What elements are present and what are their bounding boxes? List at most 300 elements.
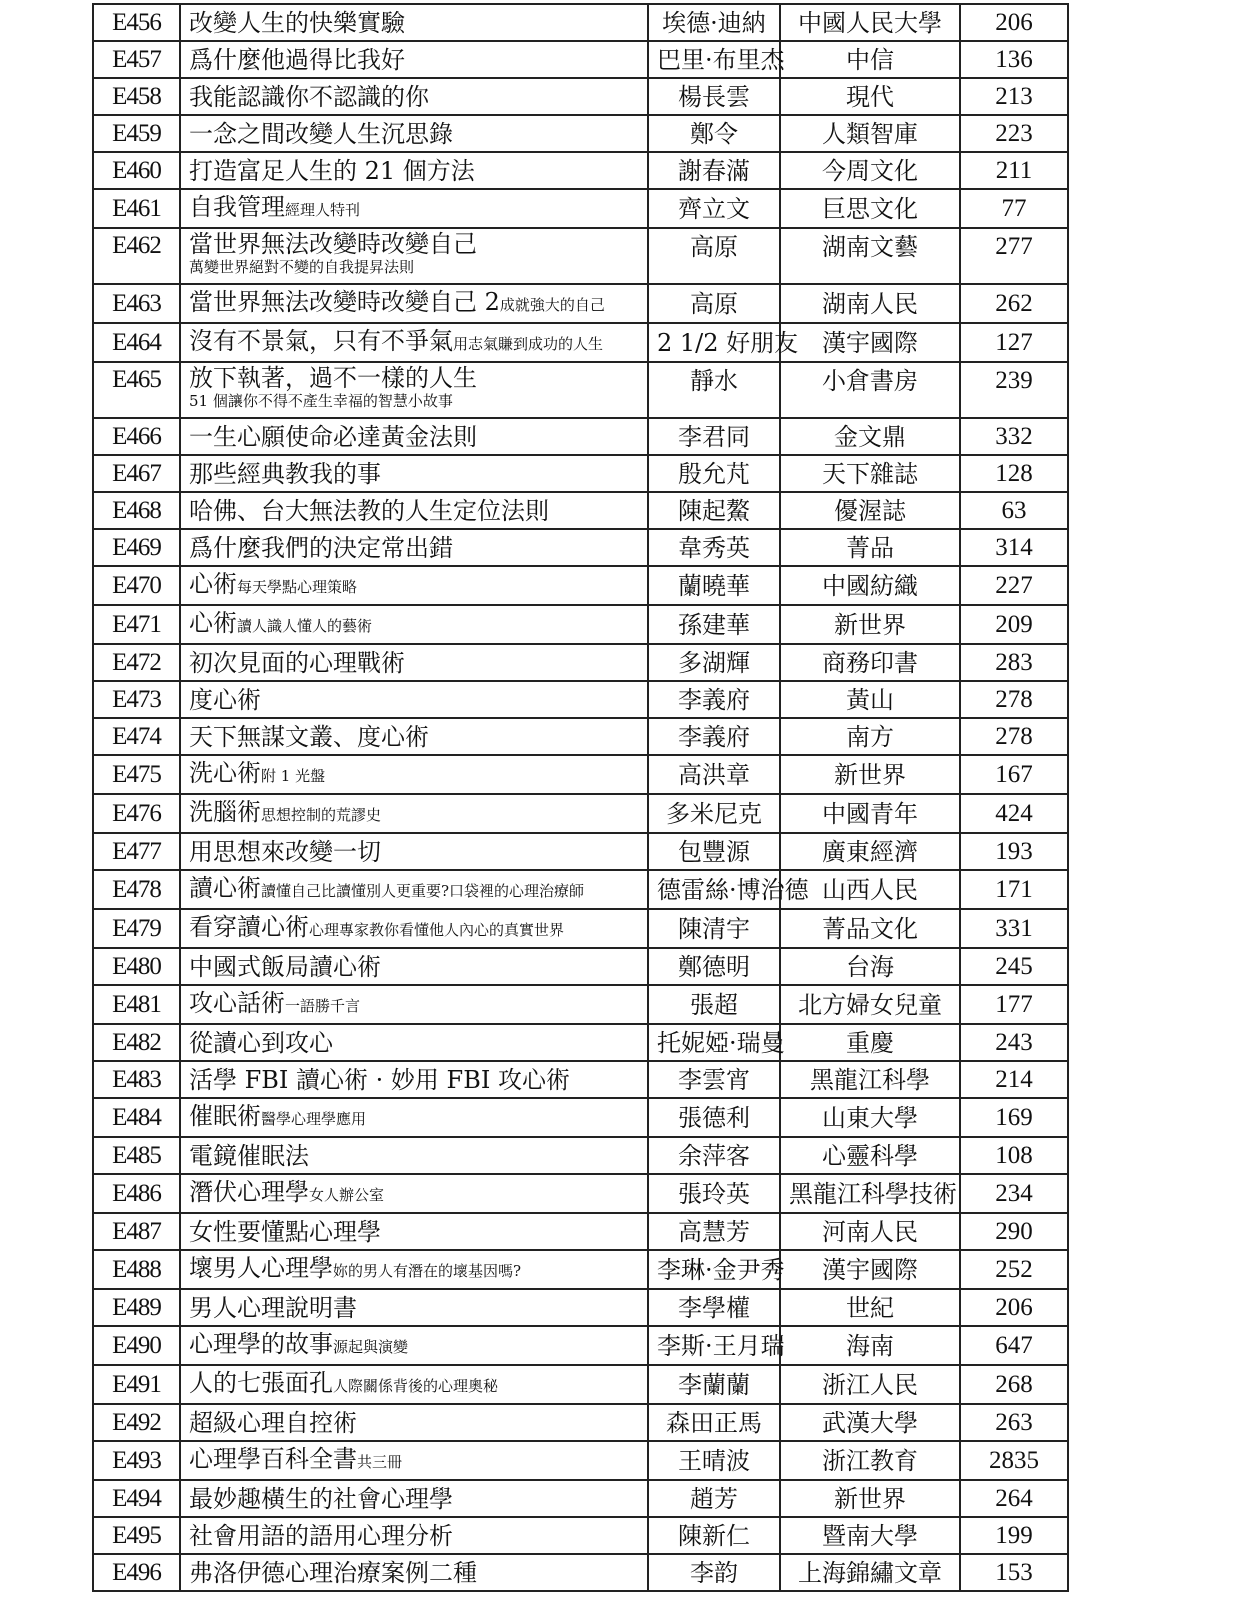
- book-title: 放下執著，過不一樣的人生: [189, 364, 477, 392]
- book-author-cell: 張德利: [648, 1098, 780, 1137]
- table-row: [93, 284, 1068, 323]
- book-author-cell: 李蘭蘭: [648, 1365, 780, 1404]
- book-title-cell: [180, 1404, 648, 1441]
- book-id-cell: E489: [93, 1289, 180, 1326]
- book-title: 那些經典教我的事: [189, 459, 381, 488]
- book-id-cell: E481: [93, 985, 180, 1024]
- book-pages-cell: 153: [960, 1554, 1068, 1591]
- book-title: 用思想來改變一切: [189, 837, 381, 866]
- book-author-cell: 靜水: [648, 362, 780, 418]
- book-title: 初次見面的心理戰術: [189, 648, 405, 677]
- book-subtitle: 51 個讓你不得不產生幸福的智慧小故事: [189, 392, 453, 410]
- book-id-cell: E484: [93, 1098, 180, 1137]
- book-publisher-cell: 菁品: [780, 529, 960, 566]
- book-publisher-cell: 世紀: [780, 1289, 960, 1326]
- book-pages-cell: 63: [960, 492, 1068, 529]
- book-title-cell: [180, 1480, 648, 1517]
- book-title-note: 共三冊: [357, 1453, 403, 1471]
- book-id-cell: E457: [93, 41, 180, 78]
- book-title: 壞男人心理學: [189, 1254, 333, 1282]
- book-publisher-cell: 新世界: [780, 1480, 960, 1517]
- book-publisher-cell: 黑龍江科學技術: [780, 1174, 960, 1213]
- book-author-cell: 高原: [648, 228, 780, 284]
- book-author-cell: 李義府: [648, 681, 780, 718]
- book-id-cell: E471: [93, 605, 180, 644]
- book-title-cell: [180, 1554, 648, 1591]
- book-title-cell: [180, 1098, 648, 1137]
- book-title-cell: [180, 455, 648, 492]
- book-publisher-cell: 金文鼎: [780, 418, 960, 455]
- book-pages-cell: 2835: [960, 1441, 1068, 1480]
- book-id-cell: E463: [93, 284, 180, 323]
- book-author-cell: 巴里·布里杰: [648, 41, 780, 78]
- book-pages-cell: 332: [960, 418, 1068, 455]
- book-pages-cell: 277: [960, 228, 1068, 284]
- book-publisher-cell: 暨南大學: [780, 1517, 960, 1554]
- book-id-cell: E491: [93, 1365, 180, 1404]
- book-publisher-cell: 上海錦繡文章: [780, 1554, 960, 1591]
- book-publisher-cell: 天下雜誌: [780, 455, 960, 492]
- book-pages-cell: 243: [960, 1024, 1068, 1061]
- book-title: 人的七張面孔: [189, 1369, 333, 1397]
- book-author-cell: 埃德·迪納: [648, 4, 780, 41]
- book-pages-cell: 647: [960, 1326, 1068, 1365]
- book-id-cell: E479: [93, 909, 180, 948]
- book-author-cell: 蘭曉華: [648, 566, 780, 605]
- book-title-cell: [180, 1137, 648, 1174]
- book-title-note: 心理專家教你看懂他人內心的真實世界: [309, 921, 565, 939]
- book-title-cell: [180, 1441, 648, 1480]
- book-title-cell: [180, 418, 648, 455]
- book-pages-cell: 264: [960, 1480, 1068, 1517]
- book-publisher-cell: 黑龍江科學: [780, 1061, 960, 1098]
- book-title-cell: [180, 228, 648, 284]
- table-row: [93, 1174, 1068, 1213]
- table-row: [93, 78, 1068, 115]
- table-row: [93, 4, 1068, 41]
- book-author-cell: 多米尼克: [648, 794, 780, 833]
- book-author-cell: 趙芳: [648, 1480, 780, 1517]
- book-pages-cell: 127: [960, 323, 1068, 362]
- book-title-cell: [180, 681, 648, 718]
- book-pages-cell: 211: [960, 152, 1068, 189]
- book-title: 一念之間改變人生沉思錄: [189, 119, 453, 148]
- book-id-cell: E475: [93, 755, 180, 794]
- book-title-note: 源起與演變: [333, 1338, 409, 1356]
- book-title-cell: [180, 41, 648, 78]
- table-row: [93, 1365, 1068, 1404]
- book-title-cell: [180, 1250, 648, 1289]
- book-pages-cell: 214: [960, 1061, 1068, 1098]
- book-publisher-cell: 浙江人民: [780, 1365, 960, 1404]
- book-title-cell: [180, 1517, 648, 1554]
- book-id-cell: E466: [93, 418, 180, 455]
- book-id-cell: E458: [93, 78, 180, 115]
- book-pages-cell: 108: [960, 1137, 1068, 1174]
- book-author-cell: 高慧芳: [648, 1213, 780, 1250]
- table-row: [93, 681, 1068, 718]
- book-title-cell: [180, 605, 648, 644]
- book-title-cell: [180, 529, 648, 566]
- book-pages-cell: 223: [960, 115, 1068, 152]
- table-row: [93, 755, 1068, 794]
- book-pages-cell: 193: [960, 833, 1068, 870]
- book-title-note: 讀人識人懂人的藝術: [237, 617, 373, 635]
- book-id-cell: E493: [93, 1441, 180, 1480]
- book-list-table: [92, 3, 1069, 1592]
- book-author-cell: 李義府: [648, 718, 780, 755]
- book-id-cell: E488: [93, 1250, 180, 1289]
- book-pages-cell: 263: [960, 1404, 1068, 1441]
- book-title: 當世界無法改變時改變自己: [189, 230, 477, 258]
- book-author-cell: 李斯·王月瑞: [648, 1326, 780, 1365]
- table-row: [93, 1480, 1068, 1517]
- book-pages-cell: 239: [960, 362, 1068, 418]
- book-author-cell: 楊長雲: [648, 78, 780, 115]
- book-title-note: 一語勝千言: [285, 997, 361, 1015]
- table-row: [93, 1213, 1068, 1250]
- table-row: [93, 492, 1068, 529]
- book-id-cell: E461: [93, 189, 180, 228]
- book-title: 洗心術: [189, 759, 261, 787]
- book-publisher-cell: 重慶: [780, 1024, 960, 1061]
- table-row: [93, 41, 1068, 78]
- book-title: 催眠術: [189, 1102, 261, 1130]
- book-pages-cell: 290: [960, 1213, 1068, 1250]
- book-author-cell: 齊立文: [648, 189, 780, 228]
- book-title: 打造富足人生的 21 個方法: [189, 156, 475, 185]
- book-title-note: 成就強大的自己: [499, 296, 605, 314]
- book-pages-cell: 167: [960, 755, 1068, 794]
- book-title-cell: [180, 362, 648, 418]
- book-pages-cell: 206: [960, 4, 1068, 41]
- book-title: 心理學百科全書: [189, 1445, 357, 1473]
- book-id-cell: E460: [93, 152, 180, 189]
- book-author-cell: 王晴波: [648, 1441, 780, 1480]
- book-title-cell: [180, 948, 648, 985]
- book-title: 最妙趣橫生的社會心理學: [189, 1484, 453, 1513]
- book-title-note: 醫學心理學應用: [261, 1110, 367, 1128]
- book-pages-cell: 177: [960, 985, 1068, 1024]
- book-publisher-cell: 廣東經濟: [780, 833, 960, 870]
- book-title: 心理學的故事: [189, 1330, 333, 1358]
- table-row: [93, 455, 1068, 492]
- book-pages-cell: 234: [960, 1174, 1068, 1213]
- book-pages-cell: 206: [960, 1289, 1068, 1326]
- book-title: 潛伏心理學: [189, 1178, 309, 1206]
- book-author-cell: 陳起鰲: [648, 492, 780, 529]
- book-title-cell: [180, 1365, 648, 1404]
- book-publisher-cell: 小倉書房: [780, 362, 960, 418]
- book-publisher-cell: 中國青年: [780, 794, 960, 833]
- book-author-cell: 殷允芃: [648, 455, 780, 492]
- book-id-cell: E472: [93, 644, 180, 681]
- book-publisher-cell: 浙江教育: [780, 1441, 960, 1480]
- book-id-cell: E496: [93, 1554, 180, 1591]
- book-id-cell: E456: [93, 4, 180, 41]
- book-publisher-cell: 現代: [780, 78, 960, 115]
- book-publisher-cell: 河南人民: [780, 1213, 960, 1250]
- book-title-cell: [180, 1024, 648, 1061]
- table-row: [93, 1024, 1068, 1061]
- book-pages-cell: 268: [960, 1365, 1068, 1404]
- book-title: 洗腦術: [189, 798, 261, 826]
- book-title-cell: [180, 1289, 648, 1326]
- book-title-note: 思想控制的荒謬史: [261, 806, 382, 824]
- book-title-cell: [180, 794, 648, 833]
- table-row: [93, 833, 1068, 870]
- book-id-cell: E495: [93, 1517, 180, 1554]
- book-title: 哈佛、台大無法教的人生定位法則: [189, 496, 549, 525]
- table-row: [93, 529, 1068, 566]
- book-id-cell: E487: [93, 1213, 180, 1250]
- book-author-cell: 2 1/2 好朋友: [648, 323, 780, 362]
- table-row: [93, 1137, 1068, 1174]
- book-author-cell: 孫建華: [648, 605, 780, 644]
- book-title: 心術: [189, 609, 237, 637]
- table-row: [93, 1441, 1068, 1480]
- book-title: 看穿讀心術: [189, 913, 309, 941]
- book-title-cell: [180, 1174, 648, 1213]
- table-row: [93, 794, 1068, 833]
- book-title: 爲什麼我們的決定常出錯: [189, 533, 453, 562]
- table-row: [93, 1289, 1068, 1326]
- book-id-cell: E494: [93, 1480, 180, 1517]
- book-id-cell: E473: [93, 681, 180, 718]
- book-publisher-cell: 海南: [780, 1326, 960, 1365]
- book-publisher-cell: 黃山: [780, 681, 960, 718]
- book-title: 中國式飯局讀心術: [189, 952, 381, 981]
- book-title: 女性要懂點心理學: [189, 1217, 381, 1246]
- book-id-cell: E469: [93, 529, 180, 566]
- book-author-cell: 多湖輝: [648, 644, 780, 681]
- book-title: 活學 FBI 讀心術 · 妙用 FBI 攻心術: [189, 1065, 570, 1094]
- book-title: 從讀心到攻心: [189, 1028, 333, 1057]
- book-title-cell: [180, 566, 648, 605]
- book-title-cell: [180, 1213, 648, 1250]
- book-title: 度心術: [189, 685, 261, 714]
- book-pages-cell: 331: [960, 909, 1068, 948]
- book-publisher-cell: 漢宇國際: [780, 323, 960, 362]
- book-title-cell: [180, 644, 648, 681]
- table-row: [93, 1404, 1068, 1441]
- book-publisher-cell: 武漢大學: [780, 1404, 960, 1441]
- book-pages-cell: 169: [960, 1098, 1068, 1137]
- book-publisher-cell: 台海: [780, 948, 960, 985]
- book-title-note: 女人辦公室: [309, 1186, 385, 1204]
- book-title-note: 用志氣賺到成功的人生: [453, 335, 604, 353]
- book-publisher-cell: 菁品文化: [780, 909, 960, 948]
- book-title: 一生心願使命必達黃金法則: [189, 422, 477, 451]
- book-pages-cell: 171: [960, 870, 1068, 909]
- book-author-cell: 森田正馬: [648, 1404, 780, 1441]
- book-author-cell: 韋秀英: [648, 529, 780, 566]
- book-pages-cell: 227: [960, 566, 1068, 605]
- book-publisher-cell: 中信: [780, 41, 960, 78]
- book-title: 沒有不景氣，只有不爭氣: [189, 327, 453, 355]
- book-title-cell: [180, 909, 648, 948]
- book-publisher-cell: 山東大學: [780, 1098, 960, 1137]
- book-title: 爲什麼他過得比我好: [189, 45, 405, 74]
- book-title: 攻心話術: [189, 989, 285, 1017]
- table-row: [93, 909, 1068, 948]
- table-row: [93, 1061, 1068, 1098]
- table-row: [93, 1517, 1068, 1554]
- book-pages-cell: 136: [960, 41, 1068, 78]
- book-id-cell: E467: [93, 455, 180, 492]
- table-row: [93, 644, 1068, 681]
- book-author-cell: 張超: [648, 985, 780, 1024]
- book-title-note: 附 1 光盤: [261, 767, 326, 785]
- book-subtitle: 萬變世界絕對不變的自我提昇法則: [189, 258, 415, 276]
- book-title-cell: [180, 323, 648, 362]
- book-publisher-cell: 湖南文藝: [780, 228, 960, 284]
- book-id-cell: E474: [93, 718, 180, 755]
- book-id-cell: E468: [93, 492, 180, 529]
- book-id-cell: E478: [93, 870, 180, 909]
- table-row: [93, 323, 1068, 362]
- book-publisher-cell: 今周文化: [780, 152, 960, 189]
- book-title-cell: [180, 985, 648, 1024]
- book-list-body: [93, 4, 1068, 1591]
- book-author-cell: 托妮婭·瑞曼: [648, 1024, 780, 1061]
- book-author-cell: 鄭德明: [648, 948, 780, 985]
- book-title-note: 妳的男人有潛在的壞基因嗎?: [333, 1262, 522, 1280]
- book-title: 我能認識你不認識的你: [189, 82, 429, 111]
- book-title-note: 經理人特刊: [285, 201, 361, 219]
- book-title: 改變人生的快樂實驗: [189, 8, 405, 37]
- book-title-cell: [180, 152, 648, 189]
- table-row: [93, 1250, 1068, 1289]
- book-title: 男人心理說明書: [189, 1293, 357, 1322]
- table-row: [93, 228, 1068, 284]
- book-id-cell: E483: [93, 1061, 180, 1098]
- book-author-cell: 陳清宇: [648, 909, 780, 948]
- table-row: [93, 1098, 1068, 1137]
- book-id-cell: E462: [93, 228, 180, 284]
- book-title-cell: [180, 115, 648, 152]
- book-pages-cell: 199: [960, 1517, 1068, 1554]
- table-row: [93, 948, 1068, 985]
- book-title: 自我管理: [189, 193, 285, 221]
- book-title-note: 每天學點心理策略: [237, 578, 358, 596]
- book-id-cell: E490: [93, 1326, 180, 1365]
- table-row: [93, 362, 1068, 418]
- book-id-cell: E465: [93, 362, 180, 418]
- book-pages-cell: 245: [960, 948, 1068, 985]
- book-author-cell: 李君同: [648, 418, 780, 455]
- book-publisher-cell: 巨思文化: [780, 189, 960, 228]
- book-author-cell: 德雷絲·博治德: [648, 870, 780, 909]
- book-publisher-cell: 優渥誌: [780, 492, 960, 529]
- table-row: [93, 566, 1068, 605]
- book-pages-cell: 77: [960, 189, 1068, 228]
- book-title: 社會用語的語用心理分析: [189, 1521, 453, 1550]
- book-title-cell: [180, 284, 648, 323]
- book-title: 超級心理自控術: [189, 1408, 357, 1437]
- book-publisher-cell: 心靈科學: [780, 1137, 960, 1174]
- book-title-cell: [180, 1326, 648, 1365]
- book-title-cell: [180, 870, 648, 909]
- table-row: [93, 985, 1068, 1024]
- book-author-cell: 李雲宵: [648, 1061, 780, 1098]
- book-pages-cell: 252: [960, 1250, 1068, 1289]
- book-title: 天下無謀文叢、度心術: [189, 722, 429, 751]
- book-pages-cell: 283: [960, 644, 1068, 681]
- table-row: [93, 1326, 1068, 1365]
- book-pages-cell: 278: [960, 681, 1068, 718]
- table-row: [93, 115, 1068, 152]
- book-title-cell: [180, 833, 648, 870]
- book-author-cell: 李琳·金尹秀: [648, 1250, 780, 1289]
- book-title-cell: [180, 492, 648, 529]
- book-id-cell: E464: [93, 323, 180, 362]
- table-row: [93, 1554, 1068, 1591]
- book-pages-cell: 213: [960, 78, 1068, 115]
- table-row: [93, 152, 1068, 189]
- book-id-cell: E482: [93, 1024, 180, 1061]
- table-row: [93, 870, 1068, 909]
- book-publisher-cell: 中國紡織: [780, 566, 960, 605]
- book-id-cell: E492: [93, 1404, 180, 1441]
- book-title-cell: [180, 1061, 648, 1098]
- book-pages-cell: 314: [960, 529, 1068, 566]
- book-id-cell: E470: [93, 566, 180, 605]
- table-row: [93, 189, 1068, 228]
- book-author-cell: 高洪章: [648, 755, 780, 794]
- book-title-cell: [180, 78, 648, 115]
- book-id-cell: E477: [93, 833, 180, 870]
- book-pages-cell: 209: [960, 605, 1068, 644]
- book-pages-cell: 424: [960, 794, 1068, 833]
- book-publisher-cell: 山西人民: [780, 870, 960, 909]
- book-author-cell: 張玲英: [648, 1174, 780, 1213]
- table-row: [93, 418, 1068, 455]
- book-id-cell: E485: [93, 1137, 180, 1174]
- book-title-note: 讀懂自己比讀懂別人更重要?口袋裡的心理治療師: [261, 882, 585, 900]
- table-row: [93, 718, 1068, 755]
- book-pages-cell: 262: [960, 284, 1068, 323]
- book-title: 心術: [189, 570, 237, 598]
- book-title-cell: [180, 4, 648, 41]
- book-author-cell: 包豐源: [648, 833, 780, 870]
- book-title: 當世界無法改變時改變自己 2: [189, 288, 500, 316]
- book-id-cell: E476: [93, 794, 180, 833]
- book-author-cell: 陳新仁: [648, 1517, 780, 1554]
- book-id-cell: E480: [93, 948, 180, 985]
- book-author-cell: 李學權: [648, 1289, 780, 1326]
- book-id-cell: E459: [93, 115, 180, 152]
- book-author-cell: 鄭令: [648, 115, 780, 152]
- book-pages-cell: 278: [960, 718, 1068, 755]
- book-title: 弗洛伊德心理治療案例二種: [189, 1558, 477, 1587]
- book-publisher-cell: 湖南人民: [780, 284, 960, 323]
- table-row: [93, 605, 1068, 644]
- book-author-cell: 余萍客: [648, 1137, 780, 1174]
- book-author-cell: 謝春滿: [648, 152, 780, 189]
- book-publisher-cell: 北方婦女兒童: [780, 985, 960, 1024]
- book-publisher-cell: 人類智庫: [780, 115, 960, 152]
- book-author-cell: 李韵: [648, 1554, 780, 1591]
- book-title-note: 人際關係背後的心理奧秘: [333, 1377, 499, 1395]
- book-publisher-cell: 新世界: [780, 755, 960, 794]
- book-title-cell: [180, 718, 648, 755]
- book-publisher-cell: 漢宇國際: [780, 1250, 960, 1289]
- book-title-cell: [180, 755, 648, 794]
- book-publisher-cell: 中國人民大學: [780, 4, 960, 41]
- book-title: 電鏡催眠法: [189, 1141, 309, 1170]
- book-publisher-cell: 商務印書: [780, 644, 960, 681]
